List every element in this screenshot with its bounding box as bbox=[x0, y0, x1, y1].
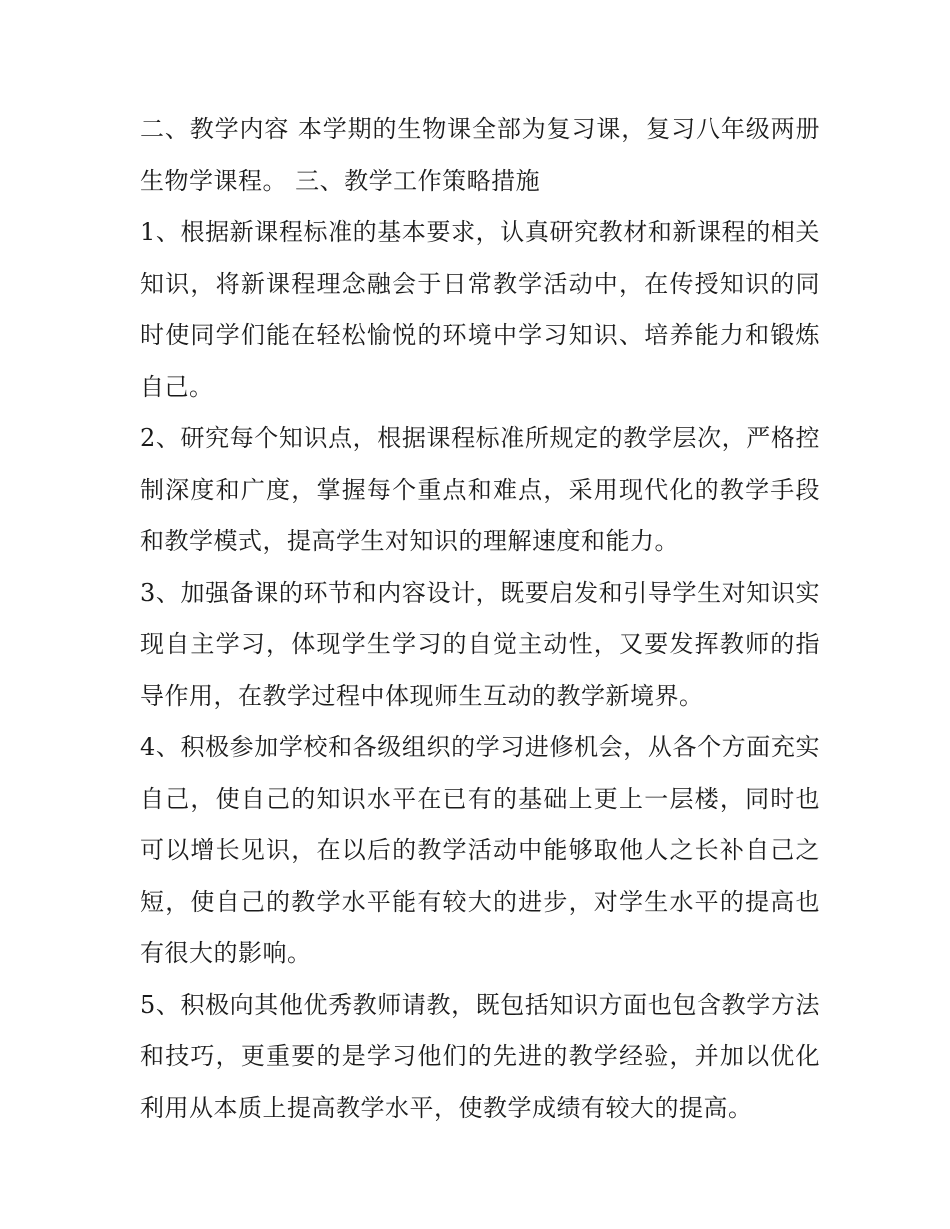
paragraph-strategy-4: 4、积极参加学校和各级组织的学习进修机会，从各个方面充实自己，使自己的知识水平在已有的基础上更上一层楼，同时也可以增长见识，在以后的教学活动中能够取他人之长补自己之短，使自己的教学水平能有较大的进步，对学生水平的提高也有很大的影响。 bbox=[140, 733, 820, 967]
paragraph-strategy-3: 3、加强备课的环节和内容设计，既要启发和引导学生对知识实现自主学习，体现学生学习的自觉主动性，又要发挥教师的指导作用，在教学过程中体现师生互动的教学新境界。 bbox=[140, 578, 820, 710]
paragraph-strategy-2: 2、研究每个知识点，根据课程标准所规定的教学层次，严格控制深度和广度，掌握每个重点和难点，采用现代化的教学手段和教学模式，提高学生对知识的理解速度和能力。 bbox=[140, 424, 820, 555]
paragraph-strategy-5: 5、积极向其他优秀教师请教，既包括知识方面也包含教学方法和技巧，更重要的是学习他们的先进的教学经验，并加以优化利用从本质上提高教学水平，使教学成绩有较大的提高。 bbox=[140, 990, 820, 1122]
document-page bbox=[140, 104, 820, 1134]
paragraph-teaching-content: 二、教学内容 本学期的生物课全部为复习课，复习八年级两册生物学课程。 三、教学工作策略措施 bbox=[140, 115, 820, 195]
paragraph-strategy-1: 1、根据新课程标准的基本要求，认真研究教材和新课程的相关知识，将新课程理念融会于日常教学活动中，在传授知识的同时使同学们能在轻松愉悦的环境中学习知识、培养能力和锻炼自己。 bbox=[140, 218, 820, 401]
